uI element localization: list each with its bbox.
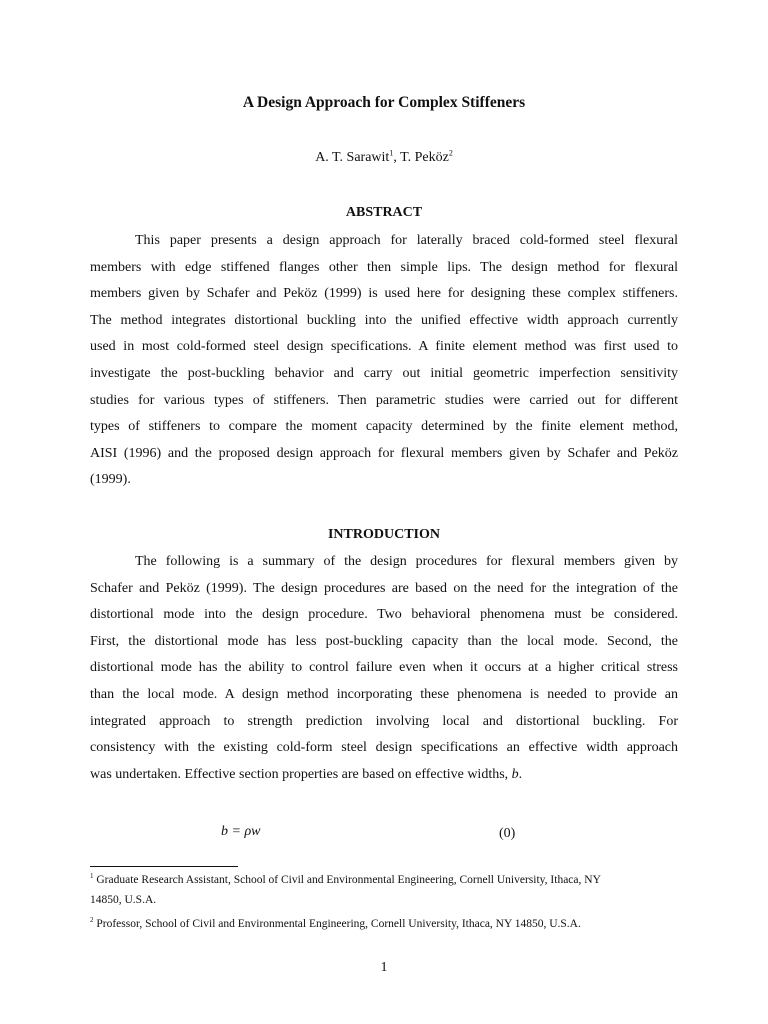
footnote [90,914,678,934]
author-line [0,150,768,166]
abstract-line: types of stiffeners to compare the moment capacity determined by the finite element method, [90,419,678,435]
abstract-line: This paper presents a design approach for laterally braced cold-formed steel flexural [135,233,678,248]
footnote-text: Professor, School of Civil and Environmental Engineering, Cornell University, Ithaca, NY 14850, U.S.A. [96,918,581,930]
author-affiliation-mark: 2 [448,148,453,158]
equation [0,824,768,846]
introduction-line [90,762,678,789]
equation-expression: b = ρw [221,824,261,839]
page-number: 1 [380,960,388,975]
equation-number: (0) [499,826,516,841]
introduction-line: distortional mode has the ability to control failure even when it occurs at a higher critical stress [90,660,678,676]
introduction-line: First, the distortional mode has less post-buckling capacity than the local mode. Second, the [90,633,678,649]
sentence-period: . [518,766,523,782]
footnote-text: Graduate Research Assistant, School of Civil and Environmental Engineering, Cornell University, Ithaca, NY [96,874,601,886]
abstract-paragraph [90,228,678,494]
introduction-line: Schafer and Peköz (1999). The design procedures are based on the need for the integration of the [90,580,678,596]
abstract-heading: ABSTRACT [345,205,423,220]
footnote-text-continuation: 14850, U.S.A. [90,894,157,906]
author-name: T. Peköz [400,150,449,165]
abstract-line: investigate the post-buckling behavior and carry out initial geometric imperfection sensitivity [90,365,678,381]
abstract-line: members with edge stiffened flanges other then simple lips. The design method for flexural [90,259,678,275]
abstract-line: used in most cold-formed steel design specifications. A finite element method was first used to [90,339,678,355]
footnote [90,870,678,910]
abstract-line: The method integrates distortional buckling into the unified effective width approach currently [90,312,678,328]
introduction-heading: INTRODUCTION [327,527,440,542]
introduction-line: distortional mode into the design procedure. Two behavioral phenomena must be considered. [90,607,678,623]
footnote-mark: 2 [90,916,94,925]
variable-b: b [511,766,519,782]
author-name: A. T. Sarawit [315,150,390,165]
paper-title: A Design Approach for Complex Stiffeners [242,94,526,111]
abstract-line: AISI (1996) and the proposed design approach for flexural members given by Schafer and Peköz [90,445,678,461]
abstract-line: members given by Schafer and Peköz (1999) is used here for designing these complex stiffeners. [90,286,678,302]
introduction-line: consistency with the existing cold-form steel design specifications an effective width approach [90,740,678,756]
introduction-paragraph [90,549,678,788]
introduction-line: integrated approach to strength prediction involving local and distortional buckling. For [90,713,678,729]
abstract-line: (1999). [90,472,131,488]
footnote-separator [90,866,238,867]
introduction-line-text: was undertaken. Effective section properties are based on effective widths, [90,766,512,782]
footnote-mark: 1 [90,872,94,881]
introduction-line: The following is a summary of the design procedures for flexural members given by [135,554,678,569]
author-affiliation-mark: 1 [389,148,394,158]
abstract-line: studies for various types of stiffeners. Then parametric studies were carried out for different [90,392,678,408]
introduction-line: than the local mode. A design method incorporating these phenomena is needed to provide an [90,686,678,702]
author-separator: , [393,150,401,165]
